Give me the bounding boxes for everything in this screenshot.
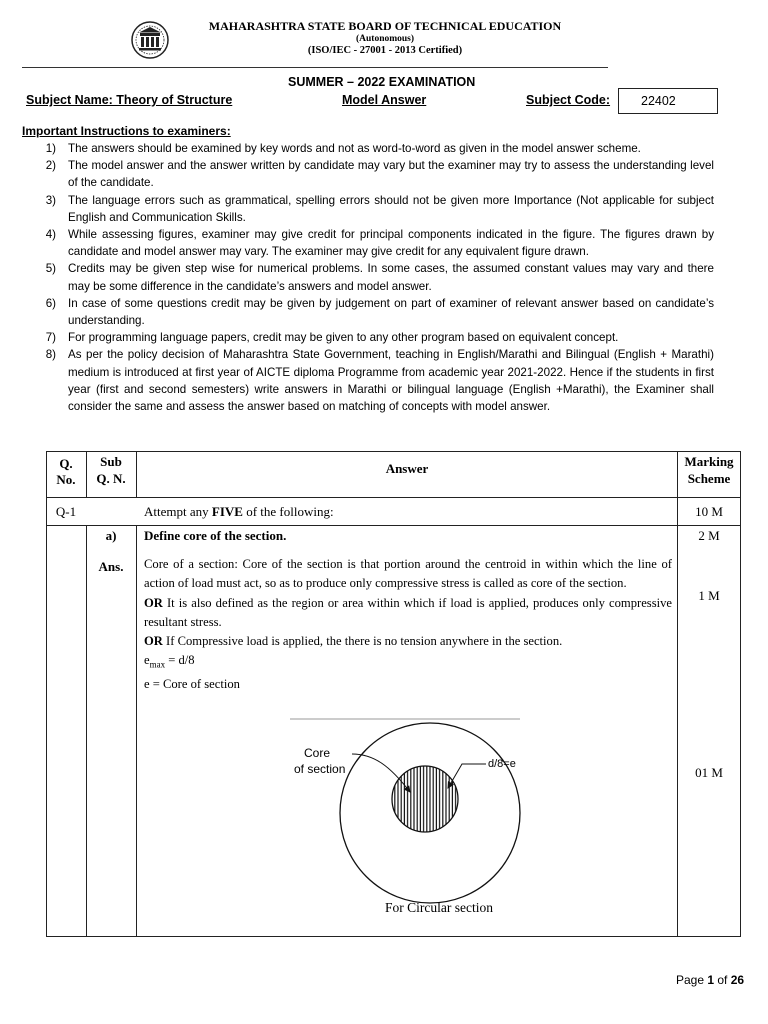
instruction-item: [22, 192, 714, 226]
instruction-number: 2): [45, 159, 56, 173]
emax-symbol: e: [144, 653, 150, 668]
instruction-item: [22, 140, 714, 157]
instruction-item: [22, 226, 714, 260]
core-label: Core: [304, 746, 331, 760]
header-marking-line1: Marking: [684, 454, 734, 469]
instruction-number: 5): [45, 262, 56, 276]
table-col-divider: [136, 525, 137, 937]
attempt-text-pre: Attempt any: [144, 504, 212, 519]
page-footer: [676, 973, 744, 987]
or-label: OR: [144, 595, 163, 610]
sub-question-text: Define core of the section.: [144, 528, 287, 543]
instruction-number: 6): [45, 296, 56, 310]
header-sub-qn: [86, 453, 136, 487]
table-header-divider: [46, 497, 741, 498]
instruction-item: [22, 329, 714, 346]
header-q-no-line1: Q.: [59, 456, 73, 471]
table-col-divider: [677, 451, 678, 937]
answer-paragraph-text: It is also defined as the region or area within which if load is applied, produces only compressive resultant stress.: [144, 595, 672, 629]
core-of-section-diagram: [282, 716, 528, 906]
model-answer-label: Model Answer: [342, 93, 427, 107]
table-col-divider: [86, 525, 87, 937]
diagram-caption: For Circular section: [385, 900, 493, 915]
sub-question-marks: 2 M: [698, 528, 720, 543]
header-divider: [22, 67, 608, 68]
answer-label: Ans.: [98, 559, 124, 574]
exam-title: SUMMER – 2022 EXAMINATION: [288, 75, 476, 89]
instruction-text: Credits may be given step wise for numerical problems. In some cases, the assumed constant values may vary and there may be some difference in the candidate’s answers and model answer.: [68, 262, 714, 293]
table-border-right: [740, 451, 741, 937]
instructions-list: [22, 140, 714, 415]
instruction-text: In case of some questions credit may be given by judgement on part of examiner of relevant answer based on candidate’s understanding.: [68, 296, 714, 328]
instruction-text: While assessing figures, examiner may give credit for principal components indicated in the figure. The figures drawn by candidate and model answer may vary. The examiner may give credit for any equivalent figure drawn.: [68, 228, 714, 259]
d8-label: d/8=e: [488, 758, 516, 770]
or-label: OR: [144, 634, 163, 649]
page-total: 26: [730, 973, 745, 987]
emax-formula: [144, 651, 672, 675]
emax-subscript: max: [149, 660, 166, 670]
subject-name: Subject Name: Theory of Structure: [26, 93, 233, 107]
instruction-text: The answers should be examined by key words and not as word-to-word as given in the model answer scheme.: [68, 142, 641, 155]
board-name: MAHARASHTRA STATE BOARD OF TECHNICAL EDUCATION: [208, 19, 562, 33]
header-q-no: [46, 456, 86, 488]
diagram-mark: 01 M: [695, 765, 723, 780]
instruction-number: 1): [45, 142, 56, 155]
page-label: Page: [676, 973, 708, 987]
q-number: Q-1: [55, 504, 77, 519]
instruction-item: [22, 346, 714, 415]
core-circle-hatched: [392, 766, 458, 832]
answer-paragraph: [144, 594, 672, 633]
answer-paragraph: Core of a section: Core of the section is that portion around the centroid in within which the line of action of load must act, so as to produce only compressive stress is called as core of the section.: [144, 557, 672, 591]
sub-question-number: a): [105, 528, 117, 543]
instruction-text: As per the policy decision of Maharashtra State Government, teaching in English/Marathi and Bilingual (English + Marathi) medium is introduced at first year of AICTE diploma Programme from academic year 2021-2022. Hence if the students in first year (first and second semesters) write answers in Marathi or bilingual language (English +Marathi), the Examiner shall consider the same and assess the answer based on matching of concepts with model answer.: [68, 348, 714, 414]
instruction-number: 4): [45, 228, 56, 242]
instruction-number: 7): [45, 331, 56, 345]
instruction-item: [22, 260, 714, 294]
answer-body: [144, 555, 672, 695]
instructions-heading: Important Instructions to examiners:: [22, 124, 231, 138]
header-sub-qn-line2: Q. N.: [96, 471, 126, 486]
certification-label: (ISO/IEC - 27001 - 2013 Certified): [307, 45, 463, 56]
instruction-text: For programming language papers, credit may be given to any other program based on equivalent concept.: [68, 331, 619, 345]
table-row-divider: [46, 525, 741, 526]
answer-mark: 1 M: [698, 588, 720, 603]
subject-code-label: Subject Code:: [526, 93, 611, 107]
e-definition: e = Core of section: [144, 677, 240, 692]
instruction-number: 8): [45, 348, 56, 362]
of-section-label: of section: [294, 762, 346, 776]
header-marking-line2: Scheme: [687, 471, 731, 486]
attempt-text-post: of the following:: [242, 504, 334, 519]
emax-value: = d/8: [165, 653, 195, 668]
table-border-bottom: [46, 936, 741, 937]
answer-paragraph-text: If Compressive load is applied, the there is no tension anywhere in the section.: [162, 634, 563, 649]
msbte-logo-icon: [130, 20, 170, 60]
instruction-item: [22, 157, 714, 191]
attempt-text-bold: FIVE: [211, 504, 243, 519]
subject-code-value: 22402: [641, 94, 676, 108]
instruction-item: [22, 295, 714, 329]
header-marking-scheme: [678, 453, 740, 487]
page-number: 1: [707, 973, 715, 987]
instruction-text: The language errors such as grammatical, spelling errors should not be given more Importance (Not applicable for subject English and Communication Skills.: [68, 193, 714, 224]
instruction-text: The model answer and the answer written by candidate may vary but the examiner may try to assess the understanding level of the candidate.: [68, 159, 714, 190]
attempt-instruction: [144, 504, 334, 520]
answer-paragraph: [144, 632, 672, 651]
q1-total-marks: 10 M: [695, 504, 723, 519]
header-answer: Answer: [385, 461, 429, 476]
header-sub-qn-line1: Sub: [100, 454, 122, 469]
header-q-no-line2: No.: [56, 472, 76, 487]
table-border-left: [46, 451, 47, 937]
instruction-number: 3): [45, 193, 56, 207]
autonomous-label: (Autonomous): [355, 34, 415, 44]
table-border-top: [46, 451, 741, 452]
page-of-label: of: [714, 973, 731, 987]
subject-code-box: [618, 88, 718, 114]
